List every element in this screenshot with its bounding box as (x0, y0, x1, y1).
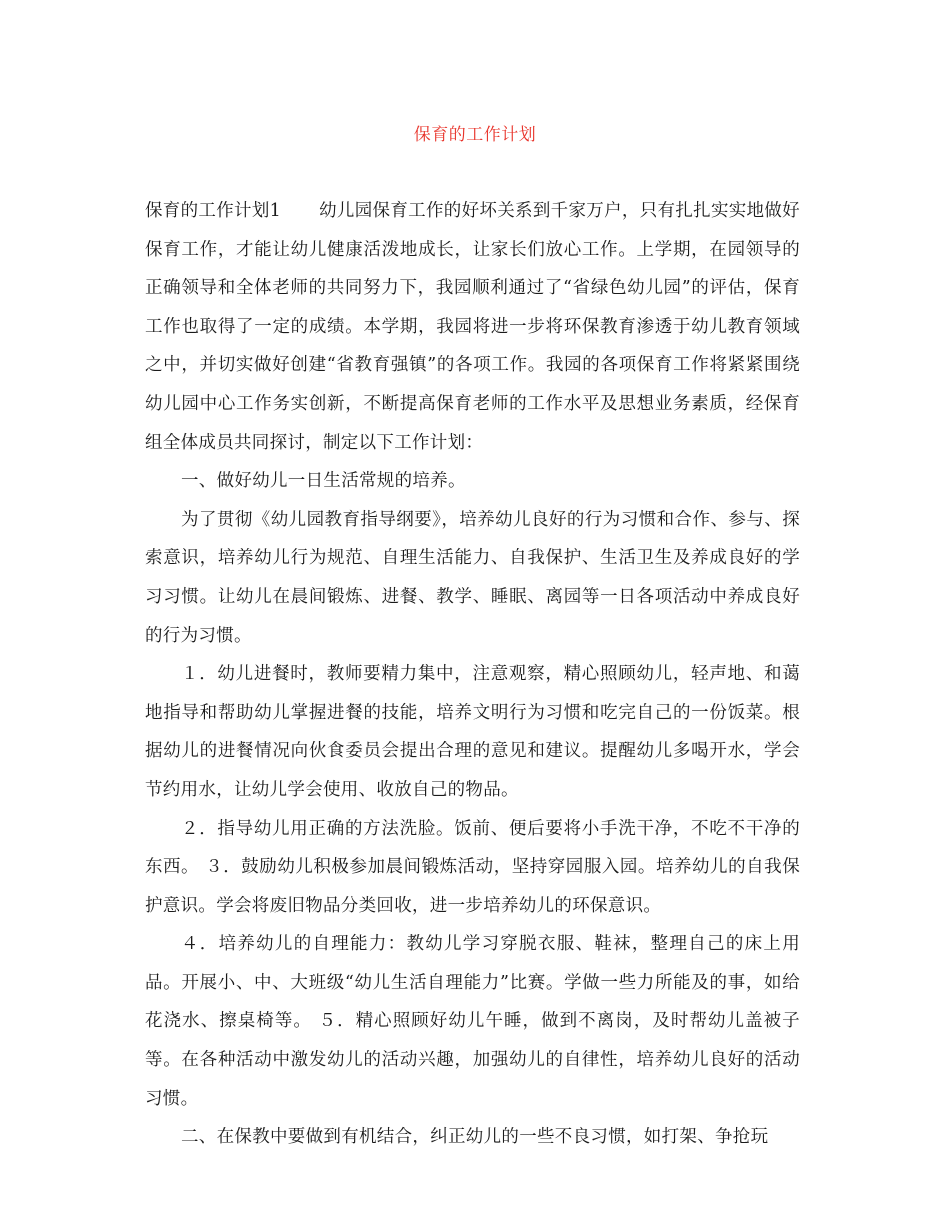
paragraph-item-4-5: ４．培养幼儿的自理能力：教幼儿学习穿脱衣服、鞋袜，整理自己的床上用品。开展小、中、大班级“幼儿生活自理能力”比赛。学做一些力所能及的事，如给花浇水、擦桌椅等。 ５．精心照顾好幼儿午睡，做到不离岗，及时帮幼儿盖被子等。在各种活动中激发幼儿的活动兴趣，加强幼儿的自律性，培养幼儿良好的活动习惯。 (145, 934, 800, 1109)
section-heading: 保育的工作计划1 (145, 201, 282, 221)
paragraph-text: 幼儿园保育工作的好坏关系到千家万户，只有扎扎实实地做好保育工作，才能让幼儿健康活泼地成长，让家长们放心工作。上学期，在园领导的正确领导和全体老师的共同努力下，我园顺利通过了“省绿色幼儿园”的评估，保育工作也取得了一定的成绩。本学期，我园将进一步将环保教育渗透于幼儿教育领域之中，并切实做好创建“省教育强镇”的各项工作。我园的各项保育工作将紧紧围绕幼儿园中心工作务实创新，不断提高保育老师的工作水平及思想业务素质，经保育组全体成员共同探讨，制定以下工作计划： (145, 201, 800, 453)
paragraph-intro (145, 192, 800, 462)
paragraph: 为了贯彻《幼儿园教育指导纲要》，培养幼儿良好的行为习惯和合作、参与、探索意识，培养幼儿行为规范、自理生活能力、自我保护、生活卫生及养成良好的学习习惯。让幼儿在晨间锻炼、进餐、教学、睡眠、离园等一日各项活动中养成良好的行为习惯。 (145, 509, 800, 646)
paragraph-heading-2: 二、在保教中要做到有机结合，纠正幼儿的一些不良习惯，如打架、争抢玩 (181, 1127, 769, 1148)
paragraph-item-1: １．幼儿进餐时，教师要精力集中，注意观察，精心照顾幼儿，轻声地、和蔼地指导和帮助幼儿掌握进餐的技能，培养文明行为习惯和吃完自己的一份饭菜。根据幼儿的进餐情况向伙食委员会提出合理的意见和建议。提醒幼儿多喝开水，学会节约用水，让幼儿学会使用、收放自己的物品。 (145, 664, 800, 800)
paragraph-heading-1: 一、做好幼儿一日生活常规的培养。 (181, 471, 466, 492)
document-body (145, 192, 800, 1157)
document-title: 保育的工作计划 (413, 125, 537, 145)
paragraph-item-2-3: ２．指导幼儿用正确的方法洗脸。饭前、便后要将小手洗干净，不吃不干净的东西。 ３．鼓励幼儿积极参加晨间锻炼活动，坚持穿园服入园。培养幼儿的自我保护意识。学会将废旧物品分类回收，进一步培养幼儿的环保意识。 (145, 818, 800, 916)
